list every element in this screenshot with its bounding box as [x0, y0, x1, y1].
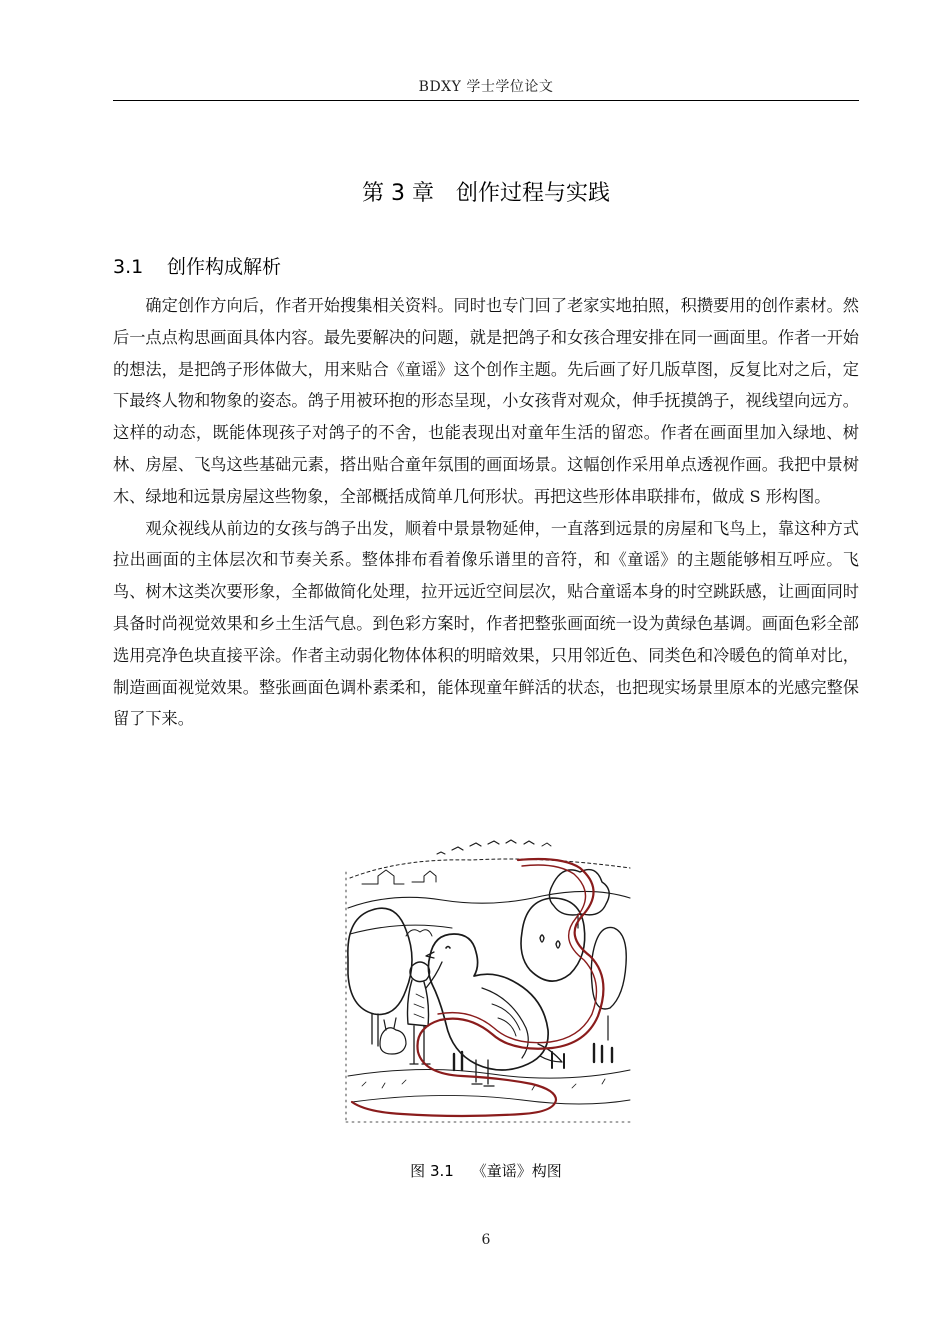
figure-caption — [113, 1160, 859, 1181]
composition-sketch-figure — [342, 838, 634, 1128]
composition-sketch — [342, 838, 634, 1128]
figure-caption-text: 《童谣》构图 — [471, 1162, 562, 1180]
body-text — [113, 290, 859, 735]
section-heading — [113, 252, 859, 279]
page-number: 6 — [481, 1232, 491, 1248]
running-header: BDXY 学士学位论文 — [418, 79, 554, 95]
paragraph-1: 确定创作方向后，作者开始搜集相关资料。同时也专门回了老家实地拍照，积攒要用的创作素材。然后一点点构思画面具体内容。最先要解决的问题，就是把鸽子和女孩合理安排在同一画面里。作者一开始的想法，是把鸽子形体做大，用来贴合《童谣》这个创作主题。先后画了好几版草图，反复比对之后，定下最终人物和物象的姿态。鸽子用被环抱的形态呈现，小女孩背对观众，伸手抚摸鸽子，视线望向远方。这样的动态，既能体现孩子对鸽子的不舍，也能表现出对童年生活的留恋。作者在画面里加入绿地、树林、房屋、飞鸟这些基础元素，搭出贴合童年氛围的画面场景。这幅创作采用单点透视作画。我把中景树木、绿地和远景房屋这些物象，全部概括成简单几何形状。再把这些形体串联排布，做成 S 形构图。 — [113, 296, 859, 506]
chapter-title: 第 3 章 创作过程与实践 — [362, 181, 610, 206]
figure-number: 图 3.1 — [410, 1162, 454, 1180]
paragraph-2: 观众视线从前边的女孩与鸽子出发，顺着中景景物延伸，一直落到远景的房屋和飞鸟上，靠这种方式拉出画面的主体层次和节奏关系。整体排布看着像乐谱里的音符，和《童谣》的主题能够相互呼应。飞鸟、树木这类次要形象，全都做简化处理，拉开远近空间层次，贴合童谣本身的时空跳跃感，让画面同时具备时尚视觉效果和乡土生活气息。到色彩方案时，作者把整张画面统一设为黄绿色基调。画面色彩全部选用亮净色块直接平涂。作者主动弱化物体体积的明暗效果，只用邻近色、同类色和冷暖色的简单对比，制造画面视觉效果。整张画面色调朴素柔和，能体现童年鲜活的状态，也把现实场景里原本的光感完整保留了下来。 — [113, 518, 859, 729]
section-title: 创作构成解析 — [167, 256, 282, 278]
header-rule — [113, 100, 859, 101]
section-number: 3.1 — [113, 256, 144, 278]
